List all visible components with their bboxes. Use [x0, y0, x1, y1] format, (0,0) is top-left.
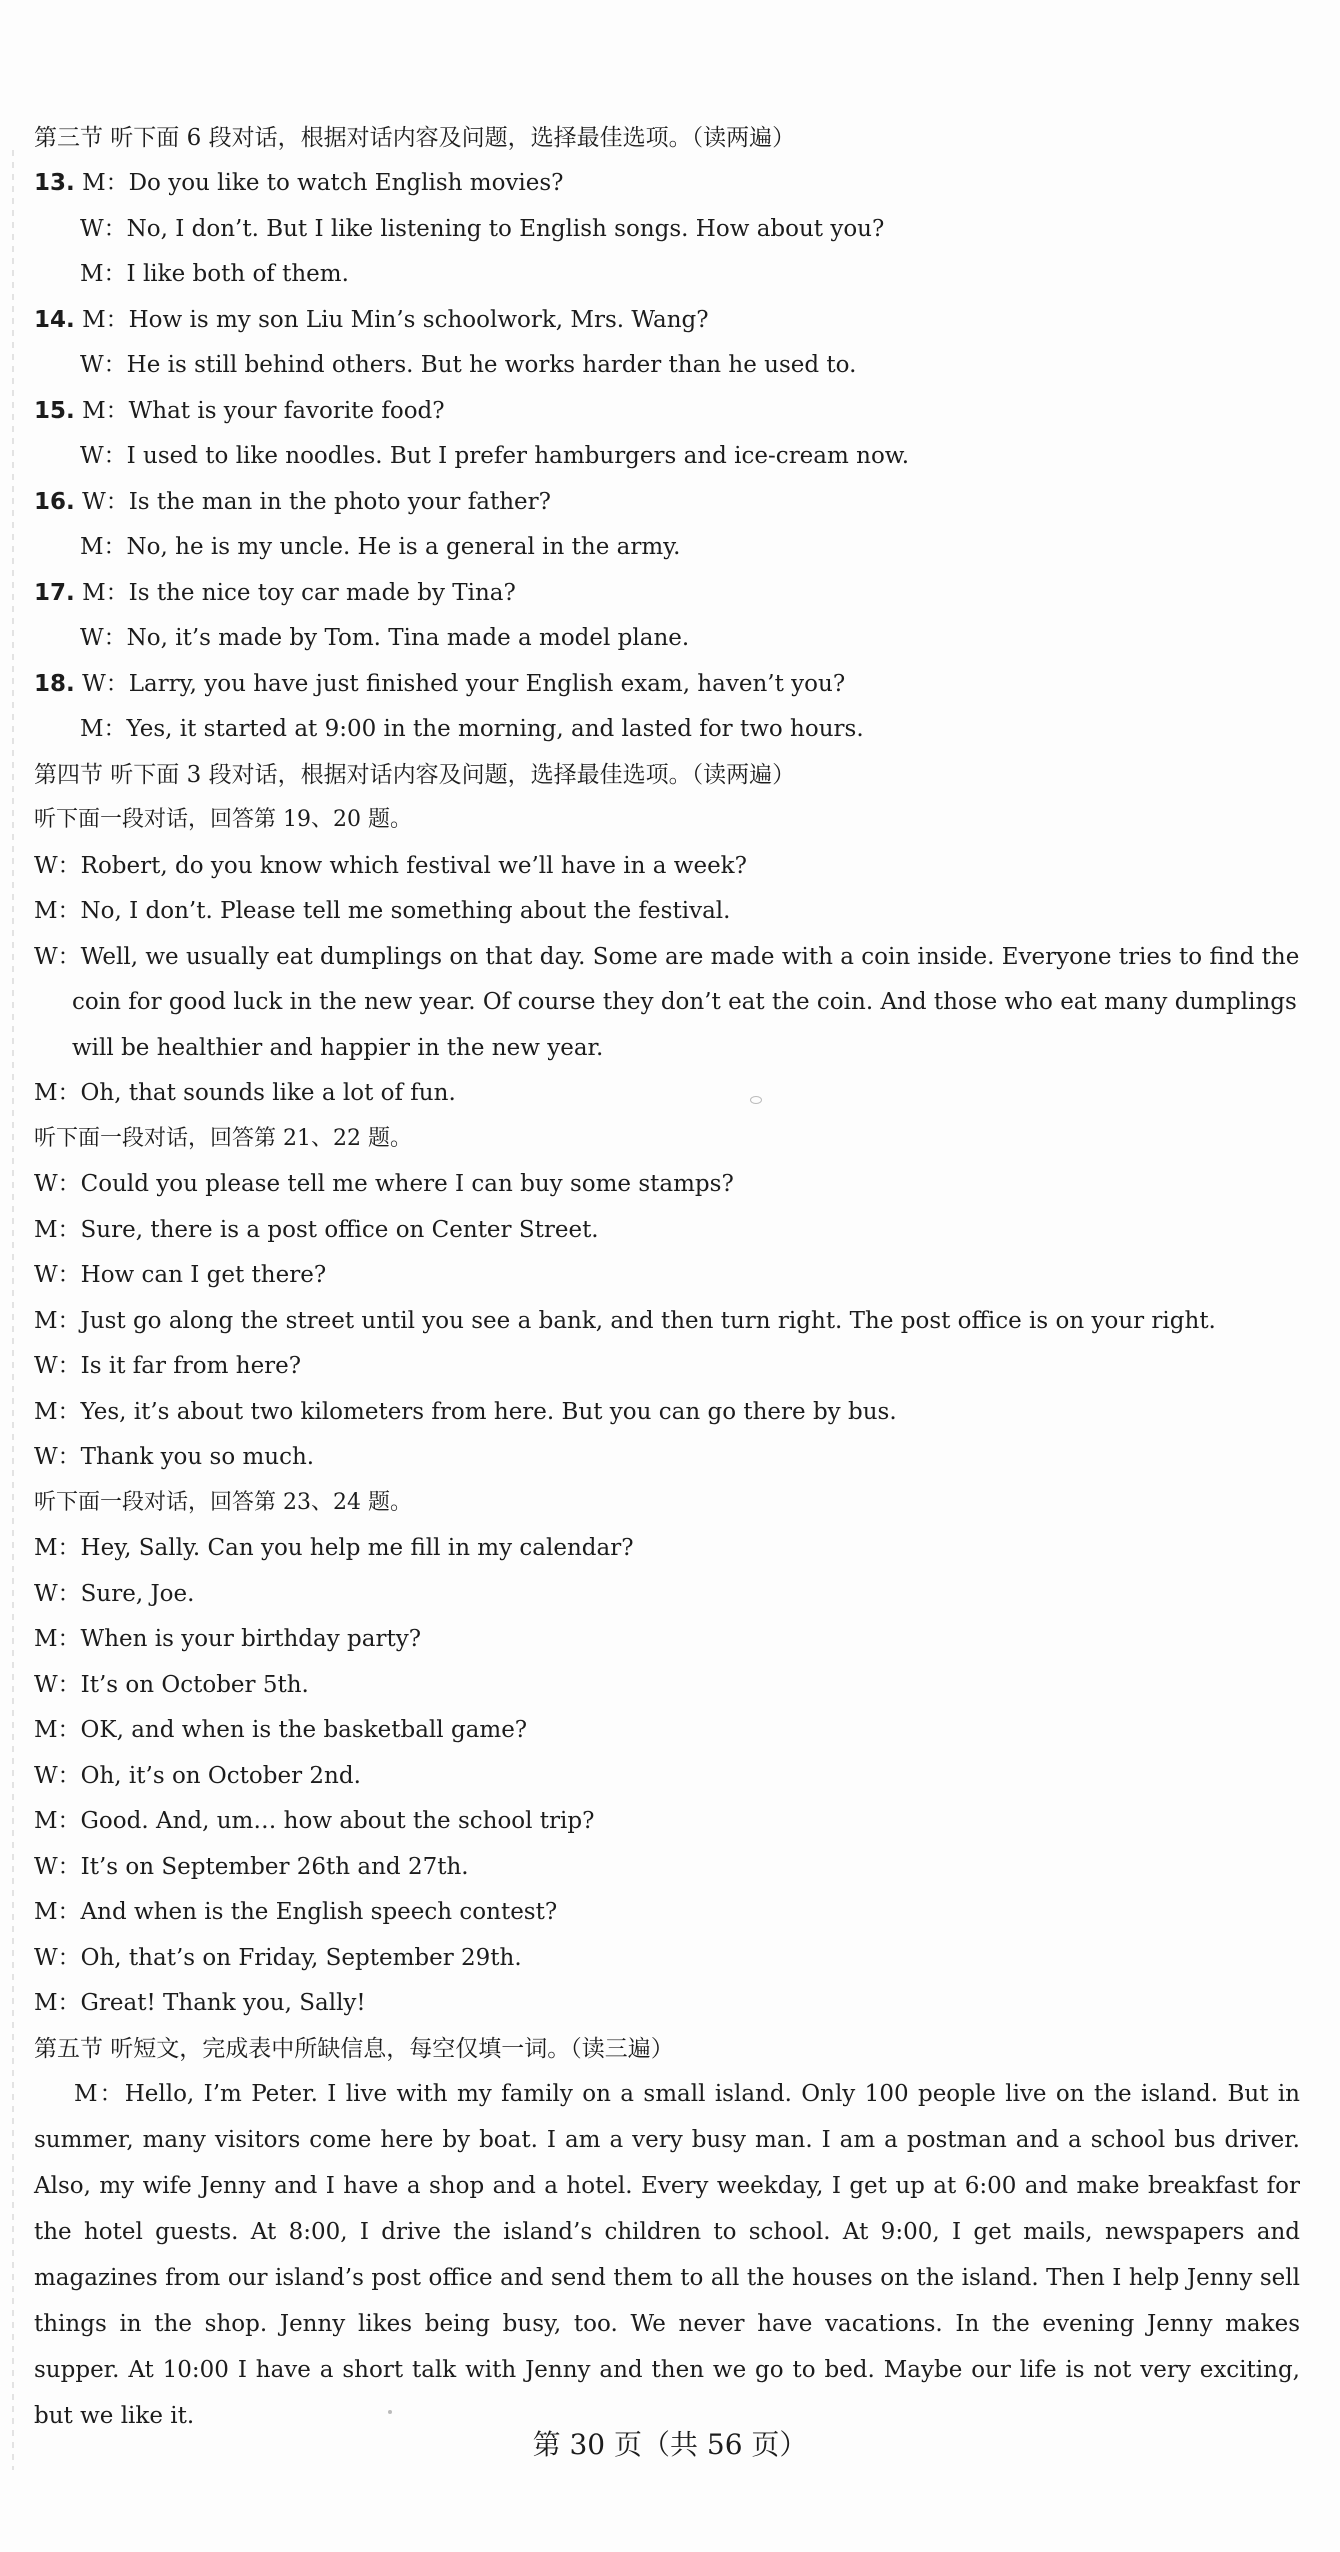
question-number: 13. — [34, 170, 75, 196]
dialogue-2-line-1: W：Could you please tell me where I can buy some stamps? — [34, 1171, 734, 1197]
dialogue-1-line-3-end: will be healthier and happier in the new year. — [72, 1035, 604, 1061]
dialogue-2-hint: 听下面一段对话，回答第 21、22 题。 — [34, 1126, 412, 1151]
dialogue-2-line-5: W：Is it far from here? — [34, 1353, 302, 1379]
dialogue-3-line-11: M：Great! Thank you, Sally! — [34, 1990, 366, 2016]
dialogue-1-line-3-cont: coin for good luck in the new year. Of course they don’t eat the coin. And those who eat many dumplings — [72, 989, 1297, 1015]
dialogue-3-hint: 听下面一段对话，回答第 23、24 题。 — [34, 1490, 412, 1515]
dialogue-1-line-4: M：Oh, that sounds like a lot of fun. — [34, 1080, 456, 1106]
binding-edge — [12, 150, 14, 2470]
question-number: 16. — [34, 489, 75, 515]
question-17-line-1: 17. M：Is the nice toy car made by Tina? — [34, 580, 516, 606]
question-15-line-1: 15. M：What is your favorite food? — [34, 398, 445, 424]
question-number: 15. — [34, 398, 75, 424]
question-13-line-3: M：I like both of them. — [80, 261, 349, 287]
question-number: 14. — [34, 307, 75, 333]
listening-passage: M：Hello, I’m Peter. I live with my family on a small island. Only 100 people live on the island. But in summer, many visitors come here by boat. I am a very busy man. I am a postman and a school bus driver. Also, my wife Jenny and I have a shop and a hotel. Every weekday, I get up at 6:00 and make breakfast for the hotel guests. At 8:00, I drive the island’s children to school. At 9:00, I get mails, newspapers and magazines from our island’s post office and send them to all the houses on the island. Then I help Jenny sell things in the shop. Jenny likes being busy, too. We never have vacations. In the evening Jenny makes supper. At 10:00 I have a short talk with Jenny and then we go to bed. Maybe our life is not very exciting, but we like it. — [34, 2081, 1300, 2429]
dialogue-3-line-5: M：OK, and when is the basketball game? — [34, 1717, 528, 1743]
page-footer: 第 30 页（共 56 页） — [532, 2428, 808, 2461]
section-4-title: 第四节 听下面 3 段对话，根据对话内容及问题，选择最佳选项。（读两遍） — [34, 762, 796, 788]
dialogue-3-line-9: M：And when is the English speech contest? — [34, 1899, 558, 1925]
question-16-line-1: 16. W：Is the man in the photo your father? — [34, 489, 551, 515]
question-17-line-2: W：No, it’s made by Tom. Tina made a model plane. — [80, 625, 690, 651]
dialogue-1-hint: 听下面一段对话，回答第 19、20 题。 — [34, 807, 412, 832]
question-18-line-2: M：Yes, it started at 9:00 in the morning, and lasted for two hours. — [80, 716, 864, 742]
dialogue-2-line-2: M：Sure, there is a post office on Center Street. — [34, 1217, 599, 1243]
stray-mark — [750, 1096, 762, 1104]
dialogue-3-line-2: W：Sure, Joe. — [34, 1581, 195, 1607]
dialogue-2-line-3: W：How can I get there? — [34, 1262, 327, 1288]
question-18-line-1: 18. W：Larry, you have just finished your English exam, haven’t you? — [34, 671, 846, 697]
dialogue-3-line-1: M：Hey, Sally. Can you help me fill in my calendar? — [34, 1535, 634, 1561]
question-13-line-2: W：No, I don’t. But I like listening to English songs. How about you? — [80, 216, 885, 242]
dialogue-3-line-10: W：Oh, that’s on Friday, September 29th. — [34, 1945, 522, 1971]
dialogue-3-line-7: M：Good. And, um… how about the school trip? — [34, 1808, 595, 1834]
dialogue-1-line-2: M：No, I don’t. Please tell me something about the festival. — [34, 898, 731, 924]
question-number: 17. — [34, 580, 75, 606]
dialogue-3-line-3: M：When is your birthday party? — [34, 1626, 422, 1652]
question-14-line-2: W：He is still behind others. But he works harder than he used to. — [80, 352, 857, 378]
dialogue-2-line-4: M：Just go along the street until you see a bank, and then turn right. The post office is on your right. — [34, 1308, 1216, 1334]
stray-mark — [388, 2410, 392, 2414]
dialogue-3-line-6: W：Oh, it’s on October 2nd. — [34, 1763, 361, 1789]
dialogue-3-line-8: W：It’s on September 26th and 27th. — [34, 1854, 469, 1880]
question-16-line-2: M：No, he is my uncle. He is a general in the army. — [80, 534, 681, 560]
question-13-line-1: 13. M：Do you like to watch English movies? — [34, 170, 564, 196]
dialogue-1-line-3: W：Well, we usually eat dumplings on that day. Some are made with a coin inside. Everyone tries to find the — [34, 944, 1300, 970]
dialogue-3-line-4: W：It’s on October 5th. — [34, 1672, 309, 1698]
section-3-title: 第三节 听下面 6 段对话，根据对话内容及问题，选择最佳选项。（读两遍） — [34, 125, 796, 151]
section-5-title: 第五节 听短文，完成表中所缺信息，每空仅填一词。（读三遍） — [34, 2036, 674, 2062]
dialogue-1-line-1: W：Robert, do you know which festival we’ll have in a week? — [34, 853, 747, 879]
question-number: 18. — [34, 671, 75, 697]
dialogue-2-line-6: M：Yes, it’s about two kilometers from here. But you can go there by bus. — [34, 1399, 897, 1425]
question-15-line-2: W：I used to like noodles. But I prefer hamburgers and ice-cream now. — [80, 443, 910, 469]
question-14-line-1: 14. M：How is my son Liu Min’s schoolwork, Mrs. Wang? — [34, 307, 709, 333]
dialogue-2-line-7: W：Thank you so much. — [34, 1444, 315, 1470]
